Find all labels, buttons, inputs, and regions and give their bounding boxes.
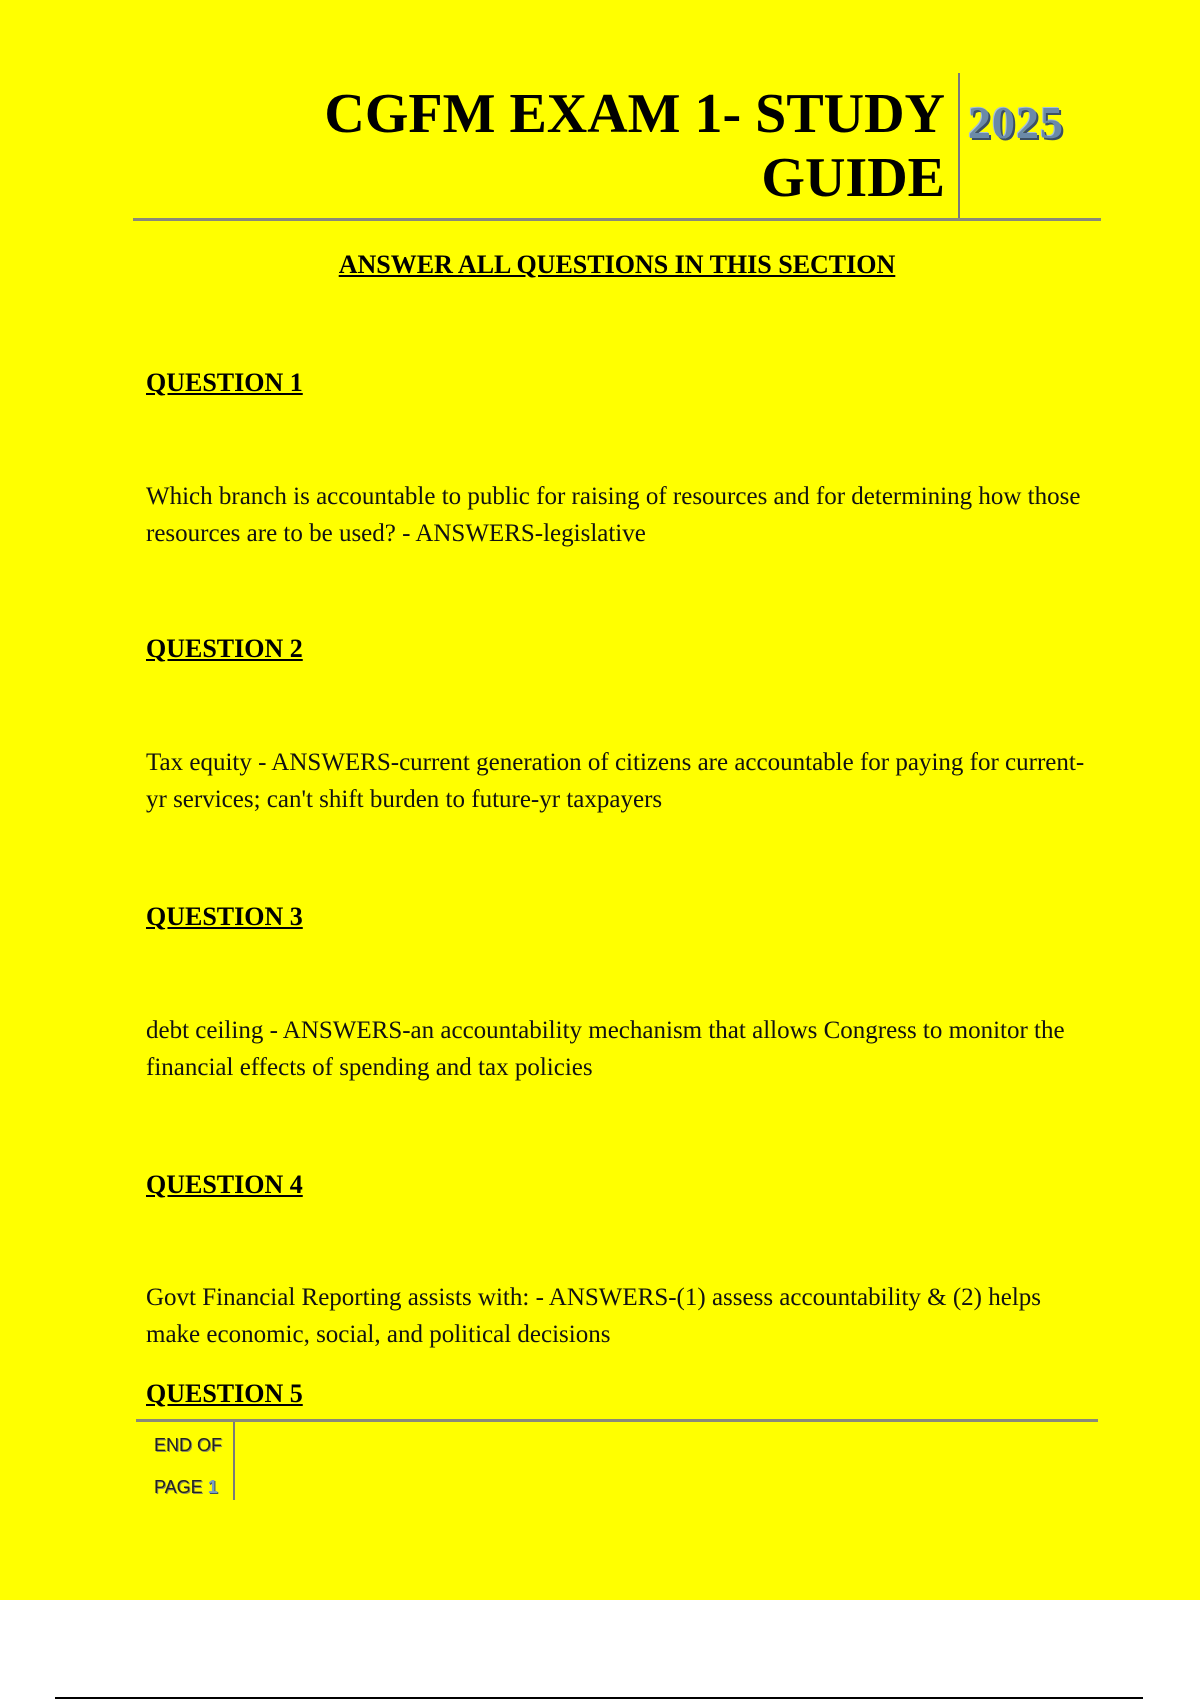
question-2-heading: QUESTION 2 <box>146 634 303 663</box>
footer-rule <box>136 1419 1098 1422</box>
footer-page-label: PAGE <box>154 1477 203 1497</box>
header-rule <box>133 218 1101 221</box>
year-badge: 2025 <box>968 97 1064 148</box>
question-3-heading: QUESTION 3 <box>146 902 303 931</box>
footer-page-number: 1 <box>207 1477 218 1497</box>
title-divider <box>958 73 960 219</box>
question-5-heading: QUESTION 5 <box>146 1379 303 1408</box>
page-footer <box>154 1424 234 1508</box>
question-4-text: Govt Financial Reporting assists with: - ANSWERS-(1) assess accountability & (2) helps make economic, social, and political decisions <box>146 1284 1042 1348</box>
document-title: CGFM EXAM 1- STUDY GUIDE <box>324 83 945 209</box>
footer-page-line <box>154 1466 234 1508</box>
question-3-text: debt ceiling - ANSWERS-an accountability mechanism that allows Congress to monitor the financial effects of spending and tax policies <box>146 1017 1065 1081</box>
question-1-text: Which branch is accountable to public for raising of resources and for determining how those resources are to be used? - ANSWERS-legislative <box>146 483 1081 547</box>
question-2-text: Tax equity - ANSWERS-current generation of citizens are accountable for paying for current-yr services; can't shift burden to future-yr taxpayers <box>146 749 1085 813</box>
bottom-rule <box>55 1697 1143 1699</box>
footer-end-of: END OF <box>154 1435 223 1455</box>
question-4-heading: QUESTION 4 <box>146 1170 303 1199</box>
section-instructions: ANSWER ALL QUESTIONS IN THIS SECTION <box>338 250 896 279</box>
question-1-heading: QUESTION 1 <box>146 368 303 397</box>
